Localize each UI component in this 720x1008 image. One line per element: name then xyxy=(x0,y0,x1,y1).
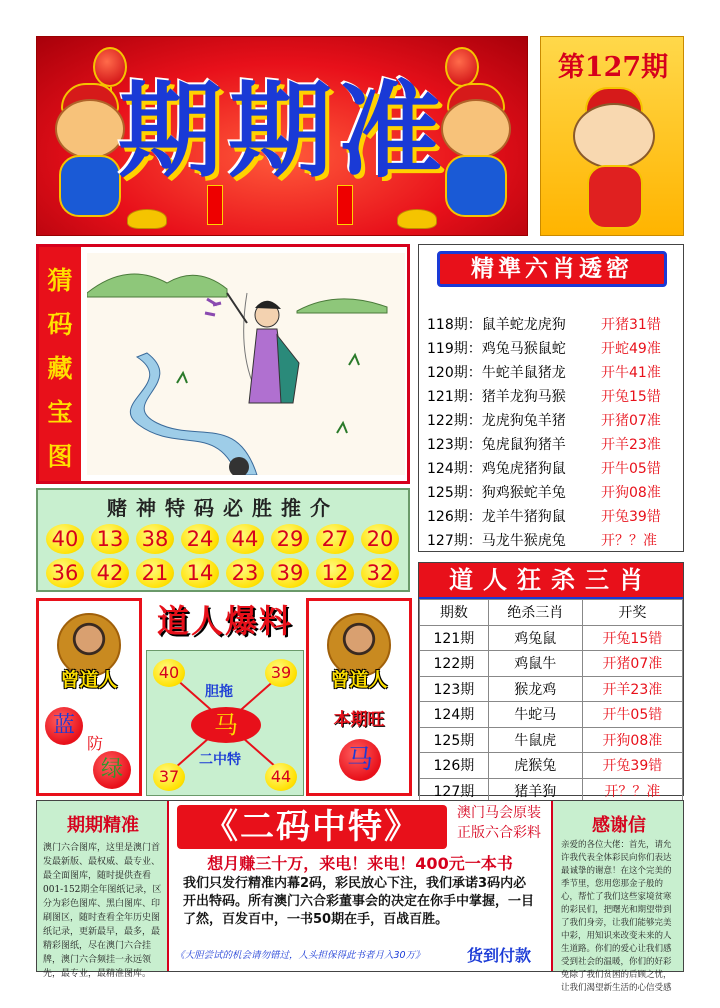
zodiac-list: 龙虎狗兔羊猪 xyxy=(481,413,566,429)
list-item xyxy=(427,529,683,553)
vertical-title-char: 图 xyxy=(47,442,73,471)
ad-body: 我们只发行精准内幕2码，彩民放心下注，我们承诺3码内必开出特码。所有澳门六合彩董事会的决定在你手中掌握，一目了然，百发百中，一书50期在手，百战百胜。 xyxy=(183,876,535,927)
number-ball: 39 xyxy=(265,659,297,687)
period-label: 125期： xyxy=(427,485,482,501)
table-row xyxy=(420,702,683,728)
gambler-picks-panel xyxy=(36,488,410,592)
zodiac-list: 牛蛇羊鼠猪龙 xyxy=(481,365,566,381)
gold-ingot-icon xyxy=(397,209,437,229)
number-ball: 32 xyxy=(361,558,399,588)
kill-three-panel xyxy=(418,562,684,800)
page-title: 期期准 xyxy=(117,70,448,192)
baoliao-center xyxy=(146,650,304,796)
table-row xyxy=(420,625,683,651)
number-ball: 39 xyxy=(271,558,309,588)
table-cell: 鸡兔鼠 xyxy=(488,625,582,651)
thank-letter-title: 感谢信 xyxy=(592,815,646,836)
period-label: 127期： xyxy=(427,533,482,549)
author-name: 曾道人 xyxy=(60,669,118,691)
zodiac-list: 兔虎鼠狗猪羊 xyxy=(481,437,566,453)
baoliao-right-panel xyxy=(306,598,412,796)
number-ball: 24 xyxy=(181,524,219,554)
table-cell: 123期 xyxy=(420,676,489,702)
erzhongte-label: 二中特 xyxy=(199,752,241,768)
period-label: 121期： xyxy=(427,389,482,405)
table-cell: 121期 xyxy=(420,625,489,651)
zodiac-list: 猪羊龙狗马猴 xyxy=(481,389,566,405)
result-label: 开狗08准 xyxy=(601,485,661,501)
thank-letter-text: 亲爱的各位大佬：首先，请允许我代表全体彩民向你们表达最诚挚的谢意！在这个完美的季节里，您用您那金子般的心，帮忙了我们这些家境贫寒的彩民们，把曙光和期望带到了我们身旁，让我们能够完美中彩，用知识来改变未来的人生道路。你们的爱心让我们感受到社会的温暖，你们的好彩免除了我们贫困的后顾之忧，让我们渴望新生活的心信受感 xyxy=(561,840,672,993)
accuracy-title: 期期精准 xyxy=(67,815,139,836)
table-cell: 牛蛇马 xyxy=(488,702,582,728)
number-ball: 36 xyxy=(46,558,84,588)
number-ball: 37 xyxy=(153,763,185,791)
thank-letter-panel xyxy=(551,801,683,993)
ad-footer-note: 《大胆尝试的机会请勿错过，人头担保得此书者月入30万》 xyxy=(175,950,425,961)
table-row xyxy=(420,753,683,779)
list-item xyxy=(427,385,683,409)
table-cell: 猪羊狗 xyxy=(488,778,582,804)
list-item xyxy=(427,313,683,337)
erma-title: 《二码中特》 xyxy=(177,805,447,849)
table-cell: 开羊23准 xyxy=(582,676,682,702)
table-cell: 开？？准 xyxy=(582,778,682,804)
issue-panel xyxy=(540,36,684,236)
period-label: 119期： xyxy=(427,341,482,357)
macao-label xyxy=(449,803,549,843)
table-cell: 开兔15错 xyxy=(582,625,682,651)
baoliao-title: 道人爆料 xyxy=(156,602,293,640)
column-header: 开奖 xyxy=(582,600,682,626)
number-ball: 42 xyxy=(91,558,129,588)
issue-number: 第127期 xyxy=(557,52,669,83)
lucky-animal: 马 xyxy=(339,739,381,781)
kill-three-title: 道人狂杀三肖 xyxy=(419,563,683,599)
bottom-panel xyxy=(36,800,684,993)
number-ball: 40 xyxy=(46,524,84,554)
vertical-title-char: 藏 xyxy=(47,354,73,383)
list-item xyxy=(427,433,683,457)
number-ball: 14 xyxy=(181,558,219,588)
table-cell: 开狗08准 xyxy=(582,727,682,753)
vertical-title-char: 码 xyxy=(47,310,73,339)
period-label: 123期： xyxy=(427,437,482,453)
list-item xyxy=(427,337,683,361)
table-cell: 126期 xyxy=(420,753,489,779)
six-zodiac-title: 精準六肖透密 xyxy=(437,251,667,287)
zodiac-list: 鼠羊蛇龙虎狗 xyxy=(481,317,566,333)
list-item xyxy=(427,481,683,505)
number-ball: 38 xyxy=(136,524,174,554)
result-label: 开牛41准 xyxy=(601,365,661,381)
result-label: 开猪31错 xyxy=(601,317,661,333)
table-row xyxy=(420,676,683,702)
table-cell: 开牛05错 xyxy=(582,702,682,728)
treasure-picture-panel xyxy=(36,244,410,484)
kill-three-table xyxy=(419,599,683,804)
number-ball: 44 xyxy=(226,524,264,554)
list-item xyxy=(427,457,683,481)
number-ball: 20 xyxy=(361,524,399,554)
this-issue-label: 本期旺 xyxy=(333,710,385,730)
result-label: 开？？准 xyxy=(601,533,657,549)
table-cell: 鸡鼠牛 xyxy=(488,651,582,677)
result-label: 开蛇49准 xyxy=(601,341,661,357)
zodiac-list: 鸡兔马猴鼠蛇 xyxy=(481,341,566,357)
table-cell: 124期 xyxy=(420,702,489,728)
result-label: 开羊23准 xyxy=(601,437,661,453)
number-ball: 23 xyxy=(226,558,264,588)
table-cell: 虎猴兔 xyxy=(488,753,582,779)
guard-label: 防 xyxy=(87,734,104,753)
table-row xyxy=(420,651,683,677)
result-label: 开牛05错 xyxy=(601,461,661,477)
accuracy-panel xyxy=(37,801,169,979)
table-cell: 122期 xyxy=(420,651,489,677)
six-zodiac-panel xyxy=(418,244,684,552)
number-ball: 44 xyxy=(265,763,297,791)
ad-slogan: 想月赚三十万，来电！来电！400元一本书 xyxy=(207,854,513,873)
period-label: 126期： xyxy=(427,509,482,525)
number-ball: 40 xyxy=(153,659,185,687)
list-item xyxy=(427,361,683,385)
column-header: 期数 xyxy=(420,600,489,626)
center-animal: 马 xyxy=(191,707,261,743)
zodiac-list: 鸡兔虎猪狗鼠 xyxy=(481,461,566,477)
column-header: 绝杀三肖 xyxy=(488,600,582,626)
gold-ingot-icon xyxy=(127,209,167,229)
list-item xyxy=(427,409,683,433)
zodiac-list: 狗鸡猴蛇羊兔 xyxy=(481,485,566,501)
zodiac-list: 龙羊牛猪狗鼠 xyxy=(481,509,566,525)
accuracy-text: 澳门六合图库，这里是澳门首发最新版、最权威、最专业、最全面图库，随时提供查看001-152期全年图纸记录，区分为彩色图库、黑白图库、印刷图区，随时查看全年历史图纸记录，更新最早，最多，最精彩图纸，尽在澳门六合挂牌，澳门六合频挂一永远领先，最专业，最精准图库。 xyxy=(43,843,162,979)
table-cell: 牛鼠虎 xyxy=(488,727,582,753)
table-cell: 开猪07准 xyxy=(582,651,682,677)
riddle-illustration xyxy=(87,253,405,475)
table-row xyxy=(420,727,683,753)
list-item xyxy=(427,505,683,529)
table-cell: 125期 xyxy=(420,727,489,753)
macao-line: 澳门马会原装 xyxy=(457,805,541,821)
vertical-title-char: 宝 xyxy=(47,398,73,427)
period-label: 122期： xyxy=(427,413,482,429)
table-header-row xyxy=(420,600,683,626)
period-label: 118期： xyxy=(427,317,482,333)
number-ball: 21 xyxy=(136,558,174,588)
vertical-title-char: 猜 xyxy=(47,266,73,295)
result-label: 开猪07准 xyxy=(601,413,661,429)
dantuo-label: 胆拖 xyxy=(205,684,233,700)
cash-on-delivery: 货到付款 xyxy=(467,946,532,965)
period-label: 124期： xyxy=(427,461,482,477)
period-label: 120期： xyxy=(427,365,482,381)
result-label: 开兔39错 xyxy=(601,509,661,525)
number-ball: 29 xyxy=(271,524,309,554)
color-ball: 蓝 xyxy=(45,707,83,745)
baoliao-left-panel xyxy=(36,598,142,796)
number-ball: 13 xyxy=(91,524,129,554)
book-ad xyxy=(171,801,549,971)
number-ball: 27 xyxy=(316,524,354,554)
header-banner xyxy=(36,36,528,236)
vertical-title xyxy=(39,247,81,481)
table-cell: 开兔39错 xyxy=(582,753,682,779)
picks-title: 赌神特码必胜推介 xyxy=(107,496,339,520)
macao-line: 正版六合彩料 xyxy=(457,825,541,841)
number-ball: 12 xyxy=(316,558,354,588)
color-ball: 绿 xyxy=(93,751,131,789)
table-cell: 猴龙鸡 xyxy=(488,676,582,702)
result-label: 开兔15错 xyxy=(601,389,661,405)
zodiac-list: 马龙牛猴虎兔 xyxy=(481,533,566,549)
author-name: 曾道人 xyxy=(330,669,388,691)
table-cell: 127期 xyxy=(420,778,489,804)
